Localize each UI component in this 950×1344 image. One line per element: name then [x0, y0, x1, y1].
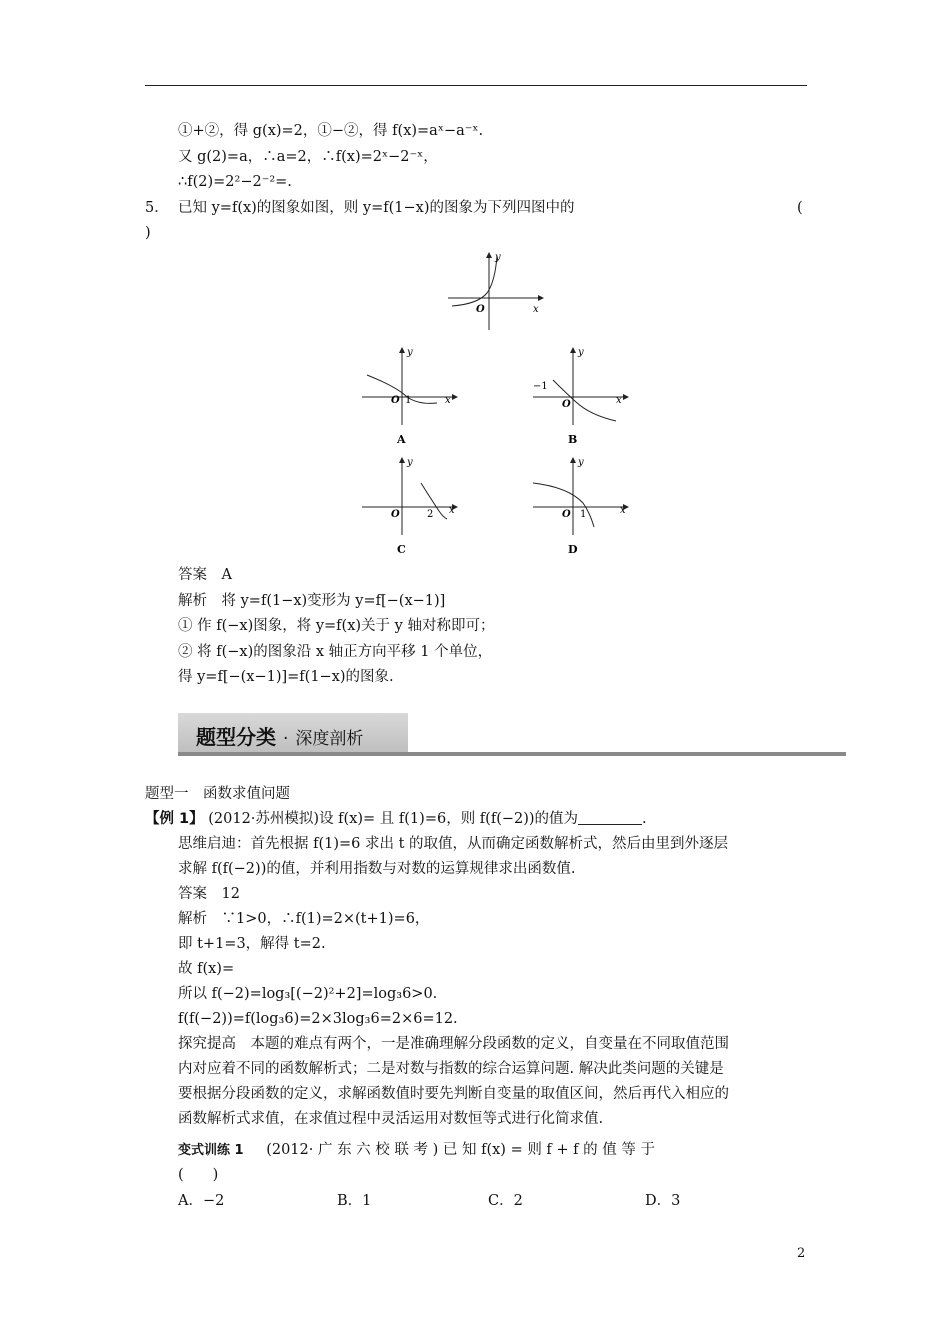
solution-line: 即 t+1=3，解得 t=2. — [178, 936, 326, 952]
option-caption: D — [568, 543, 578, 555]
text-line: ∴f(2)=2²−2⁻²=. — [178, 174, 292, 190]
extension-line: 要根据分段函数的定义，求解函数值时要先判断自变量的取值区间，然后再代入相应的 — [178, 1086, 729, 1102]
x-axis-label: x — [620, 505, 626, 516]
analysis-line: 解析 将 y=f(1−x)变形为 y=f[−(x−1)] — [178, 593, 446, 609]
x-axis-label: x — [533, 304, 539, 315]
example-line — [145, 809, 647, 829]
x-axis-label: x — [445, 395, 451, 406]
drill-text: (2012· 广 东 六 校 联 考 ) 已 知 f(x) = 则 f + f 的 值 等 于 — [266, 1142, 655, 1158]
analysis-step: ② 将 f(−x)的图象沿 x 轴正方向平移 1 个单位， — [178, 644, 493, 660]
drill-paren: ( ) — [178, 1167, 219, 1183]
type-heading: 题型一 函数求值问题 — [145, 786, 290, 802]
y-axis-label: y — [578, 457, 584, 468]
drill-line — [178, 1140, 655, 1161]
idea-line: 求解 f(f(−2))的值，并利用指数与对数的运算规律求出函数值. — [178, 861, 576, 877]
option-d: D．3 — [645, 1193, 681, 1209]
y-axis-label: y — [495, 252, 501, 263]
tick-label: 2 — [427, 509, 434, 520]
text-line: 又 g(2)=a，∴a=2，∴f(x)=2ˣ−2⁻ˣ， — [178, 149, 438, 165]
idea-line: 思维启迪：首先根据 f(1)=6 求出 t 的取值，从而确定函数解析式，然后由里到外逐层 — [178, 836, 729, 852]
graph-option-d — [528, 455, 638, 555]
section-banner — [178, 713, 846, 755]
answer-blank — [578, 812, 642, 825]
analysis-step: 得 y=f[−(x−1)]=f(1−x)的图象. — [178, 669, 394, 685]
section-title-dot: · — [282, 729, 289, 749]
solution-line: f(f(−2))=f(log₃6)=2×3log₃6=2×6=12. — [178, 1011, 458, 1027]
question-text: 已知 y=f(x)的图象如图，则 y=f(1−x)的图象为下列四图中的 — [178, 200, 575, 216]
extension-line: 内对应着不同的函数解析式；二是对数与指数的综合运算问题. 解决此类问题的关键是 — [178, 1061, 724, 1077]
option-caption: A — [397, 433, 406, 445]
graph-main — [440, 250, 550, 335]
x-axis-label: x — [616, 395, 622, 406]
question-number: 5． — [145, 200, 169, 216]
answer-line: 答案 A — [178, 567, 232, 583]
page-number: 2 — [797, 1246, 806, 1261]
option-c: C．2 — [488, 1193, 523, 1209]
option-a: A．−2 — [178, 1193, 225, 1209]
answer-paren-open: ( — [797, 200, 803, 216]
solution-line: 解析 ∵1>0，∴f(1)=2×(t+1)=6， — [178, 911, 430, 927]
text-line: ①+②，得 g(x)=2，①−②，得 f(x)=aˣ−a⁻ˣ. — [178, 123, 484, 139]
tick-label: −1 — [533, 381, 548, 392]
option-caption: B — [568, 433, 578, 445]
example-label: 【例 1】 — [145, 811, 204, 827]
graph-option-c — [357, 455, 467, 555]
y-axis-label: y — [578, 347, 584, 358]
section-title — [196, 721, 363, 750]
graph-option-a — [357, 345, 467, 445]
drill-label: 变式训练 1 — [178, 1143, 244, 1158]
section-banner-rule — [178, 752, 846, 756]
y-axis-label: y — [407, 347, 413, 358]
example-text: (2012·苏州模拟)设 f(x)= 且 f(1)=6，则 f(f(−2))的值为 — [208, 811, 579, 827]
origin-label: O — [562, 399, 571, 410]
y-axis-label: y — [407, 457, 413, 468]
x-axis-label: x — [449, 505, 455, 516]
origin-label: O — [391, 509, 400, 520]
solution-line: 故 f(x)= — [178, 961, 235, 977]
analysis-step: ① 作 f(−x)图象，将 y=f(x)关于 y 轴对称即可； — [178, 618, 495, 634]
extension-line: 探究提高 本题的难点有两个，一是准确理解分段函数的定义，自变量在不同取值范围 — [178, 1036, 729, 1052]
example-end: . — [642, 811, 647, 827]
answer-paren-close: ) — [145, 225, 151, 241]
graph-option-b — [528, 345, 638, 445]
origin-label: O — [476, 304, 485, 315]
origin-label: O — [562, 509, 571, 520]
section-title-main: 题型分类 — [196, 725, 276, 749]
solution-line: 所以 f(−2)=log₃[(−2)²+2]=log₃6>0. — [178, 986, 438, 1002]
tick-label: 1 — [405, 395, 412, 406]
origin-label: O — [391, 395, 400, 406]
section-subtitle: 深度剖析 — [295, 729, 364, 749]
extension-line: 函数解析式求值，在求值过程中灵活运用对数恒等式进行化简求值. — [178, 1111, 604, 1127]
option-caption: C — [397, 543, 406, 555]
tick-label: 1 — [580, 509, 587, 520]
option-b: B．1 — [337, 1193, 372, 1209]
answer-line: 答案 12 — [178, 886, 240, 902]
header-rule — [145, 85, 807, 86]
